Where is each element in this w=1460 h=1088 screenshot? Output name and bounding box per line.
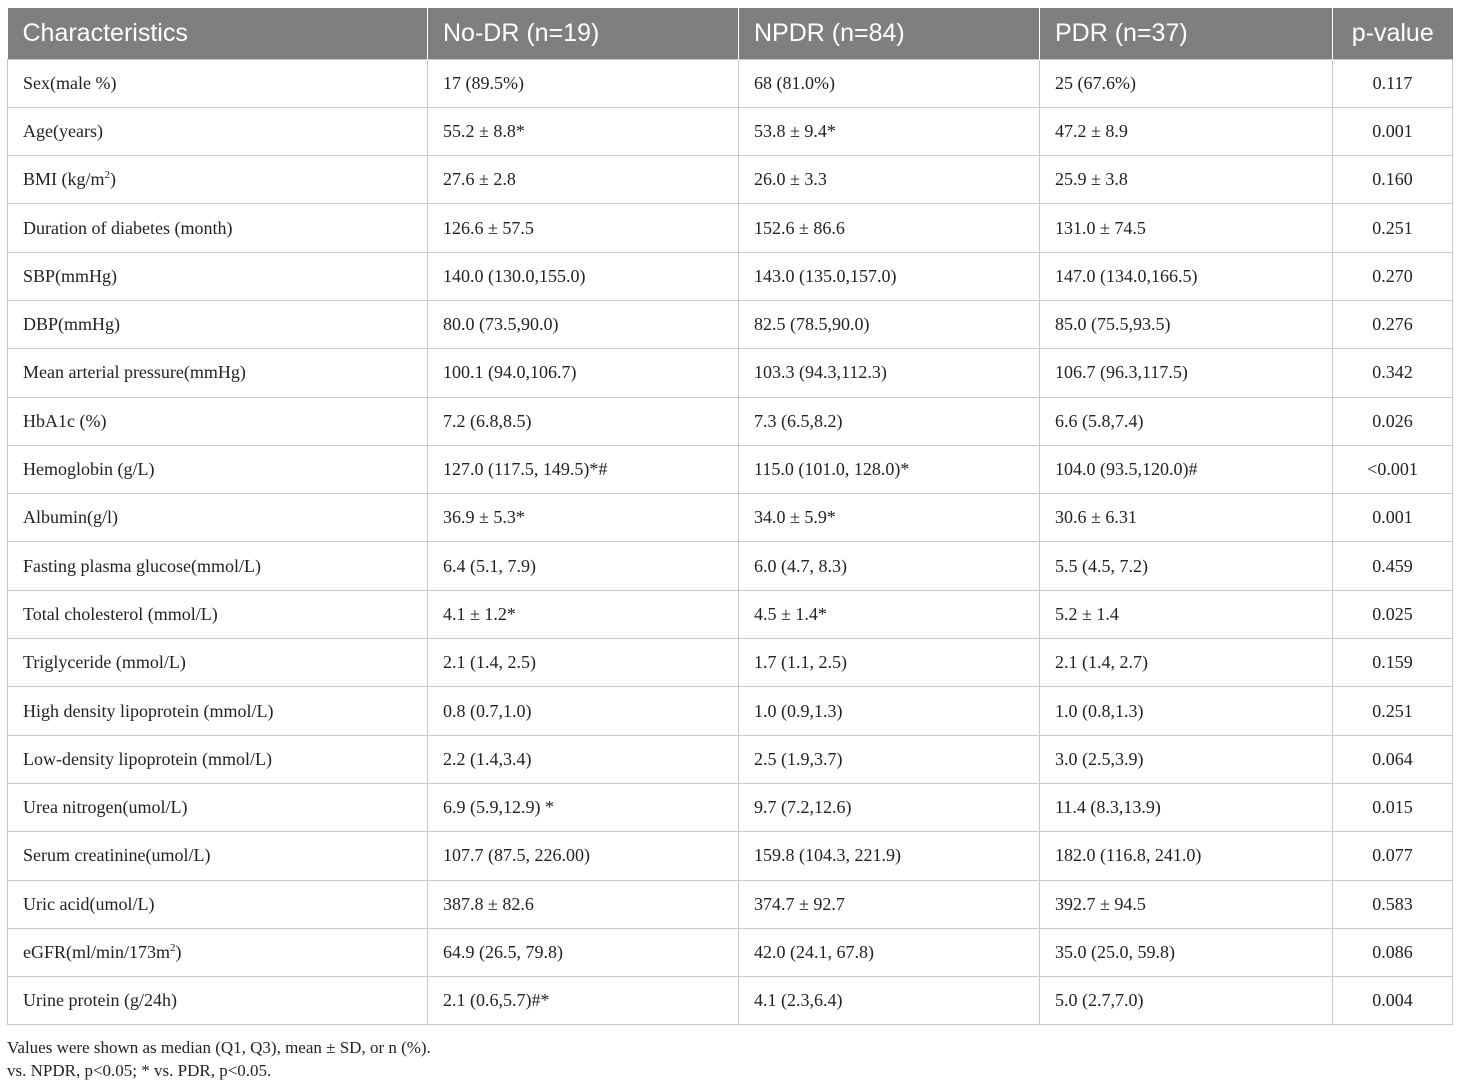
row-label <box>8 445 428 493</box>
row-label-text: Urine protein (g/24h) <box>23 990 177 1011</box>
cell-no-dr: 140.0 (130.0,155.0) <box>428 252 739 300</box>
cell-no-dr: 387.8 ± 82.6 <box>428 880 739 928</box>
cell-pdr: 2.1 (1.4, 2.7) <box>1040 639 1333 687</box>
row-label-superscript: 2 <box>170 941 176 954</box>
data-table-container <box>7 8 1452 1025</box>
cell-pdr: 35.0 (25.0, 59.8) <box>1040 928 1333 976</box>
table-row <box>8 156 1453 204</box>
table-row <box>8 639 1453 687</box>
header-npdr: NPDR (n=84) <box>739 8 1040 59</box>
cell-no-dr: 80.0 (73.5,90.0) <box>428 300 739 348</box>
cell-no-dr: 4.1 ± 1.2* <box>428 590 739 638</box>
cell-no-dr: 100.1 (94.0,106.7) <box>428 349 739 397</box>
cell-pdr: 5.5 (4.5, 7.2) <box>1040 542 1333 590</box>
cell-p-value: 0.342 <box>1333 349 1453 397</box>
table-row <box>8 687 1453 735</box>
cell-no-dr: 17 (89.5%) <box>428 59 739 107</box>
cell-p-value: 0.001 <box>1333 494 1453 542</box>
cell-npdr: 53.8 ± 9.4* <box>739 107 1040 155</box>
table-row <box>8 397 1453 445</box>
row-label <box>8 107 428 155</box>
row-label-text: DBP(mmHg) <box>23 314 121 335</box>
cell-p-value: 0.077 <box>1333 832 1453 880</box>
row-label <box>8 300 428 348</box>
header-characteristics: Characteristics <box>8 8 428 59</box>
row-label-text: High density lipoprotein (mmol/L) <box>23 700 274 721</box>
footnote-significance: vs. NPDR, p<0.05; * vs. PDR, p<0.05. <box>7 1061 272 1080</box>
cell-p-value: 0.001 <box>1333 107 1453 155</box>
cell-p-value: 0.015 <box>1333 783 1453 831</box>
table-row <box>8 59 1453 107</box>
row-label-text: Triglyceride (mmol/L) <box>23 652 186 673</box>
row-label-text: BMI (kg/m <box>23 169 105 190</box>
cell-npdr: 115.0 (101.0, 128.0)* <box>739 445 1040 493</box>
cell-npdr: 6.0 (4.7, 8.3) <box>739 542 1040 590</box>
cell-no-dr: 6.9 (5.9,12.9) * <box>428 783 739 831</box>
cell-pdr: 85.0 (75.5,93.5) <box>1040 300 1333 348</box>
row-label-suffix: ) <box>110 169 117 190</box>
cell-npdr: 152.6 ± 86.6 <box>739 204 1040 252</box>
cell-p-value: 0.251 <box>1333 204 1453 252</box>
row-label-text: eGFR(ml/min/173m <box>23 941 171 962</box>
row-label-superscript: 2 <box>104 169 111 182</box>
cell-pdr: 131.0 ± 74.5 <box>1040 204 1333 252</box>
table-row <box>8 349 1453 397</box>
cell-pdr: 1.0 (0.8,1.3) <box>1040 687 1333 735</box>
cell-p-value: 0.276 <box>1333 300 1453 348</box>
cell-p-value: 0.064 <box>1333 735 1453 783</box>
table-row <box>8 445 1453 493</box>
cell-npdr: 9.7 (7.2,12.6) <box>739 783 1040 831</box>
cell-pdr: 147.0 (134.0,166.5) <box>1040 252 1333 300</box>
cell-p-value: 0.459 <box>1333 542 1453 590</box>
table-body <box>8 59 1453 1025</box>
cell-no-dr: 2.2 (1.4,3.4) <box>428 735 739 783</box>
cell-no-dr: 107.7 (87.5, 226.00) <box>428 832 739 880</box>
cell-no-dr: 0.8 (0.7,1.0) <box>428 687 739 735</box>
row-label-text: HbA1c (%) <box>23 410 107 431</box>
table-header <box>8 8 1453 59</box>
table-row <box>8 832 1453 880</box>
table-row <box>8 494 1453 542</box>
cell-p-value: 0.583 <box>1333 880 1453 928</box>
cell-npdr: 2.5 (1.9,3.7) <box>739 735 1040 783</box>
table-row <box>8 977 1453 1025</box>
cell-npdr: 1.7 (1.1, 2.5) <box>739 639 1040 687</box>
row-label <box>8 880 428 928</box>
cell-npdr: 1.0 (0.9,1.3) <box>739 687 1040 735</box>
cell-pdr: 392.7 ± 94.5 <box>1040 880 1333 928</box>
row-label-text: Uric acid(umol/L) <box>23 893 155 914</box>
cell-pdr: 5.0 (2.7,7.0) <box>1040 977 1333 1025</box>
cell-p-value: 0.026 <box>1333 397 1453 445</box>
cell-p-value: 0.117 <box>1333 59 1453 107</box>
row-label <box>8 252 428 300</box>
table-row <box>8 783 1453 831</box>
table-row <box>8 735 1453 783</box>
cell-p-value: 0.025 <box>1333 590 1453 638</box>
cell-pdr: 11.4 (8.3,13.9) <box>1040 783 1333 831</box>
cell-p-value: 0.251 <box>1333 687 1453 735</box>
row-label-text: Mean arterial pressure(mmHg) <box>23 362 246 383</box>
header-p-value: p-value <box>1333 8 1453 59</box>
row-label-text: Fasting plasma glucose(mmol/L) <box>23 555 261 576</box>
row-label <box>8 735 428 783</box>
cell-pdr: 3.0 (2.5,3.9) <box>1040 735 1333 783</box>
row-label-text: Serum creatinine(umol/L) <box>23 845 211 866</box>
cell-pdr: 47.2 ± 8.9 <box>1040 107 1333 155</box>
header-row <box>8 8 1453 59</box>
row-label <box>8 349 428 397</box>
table-row <box>8 252 1453 300</box>
cell-npdr: 4.1 (2.3,6.4) <box>739 977 1040 1025</box>
row-label-text: Age(years) <box>23 120 103 141</box>
cell-no-dr: 36.9 ± 5.3* <box>428 494 739 542</box>
cell-pdr: 25.9 ± 3.8 <box>1040 156 1333 204</box>
cell-no-dr: 64.9 (26.5, 79.8) <box>428 928 739 976</box>
cell-npdr: 4.5 ± 1.4* <box>739 590 1040 638</box>
cell-no-dr: 7.2 (6.8,8.5) <box>428 397 739 445</box>
row-label <box>8 590 428 638</box>
table-row <box>8 928 1453 976</box>
cell-pdr: 106.7 (96.3,117.5) <box>1040 349 1333 397</box>
characteristics-table <box>7 8 1453 1025</box>
cell-no-dr: 6.4 (5.1, 7.9) <box>428 542 739 590</box>
row-label-text: Duration of diabetes (month) <box>23 217 233 238</box>
cell-pdr: 104.0 (93.5,120.0)# <box>1040 445 1333 493</box>
row-label-text: Total cholesterol (mmol/L) <box>23 603 218 624</box>
row-label <box>8 494 428 542</box>
row-label <box>8 542 428 590</box>
row-label <box>8 204 428 252</box>
table-row <box>8 300 1453 348</box>
cell-p-value: 0.270 <box>1333 252 1453 300</box>
row-label-text: SBP(mmHg) <box>23 265 118 286</box>
cell-no-dr: 127.0 (117.5, 149.5)*# <box>428 445 739 493</box>
cell-pdr: 182.0 (116.8, 241.0) <box>1040 832 1333 880</box>
cell-npdr: 26.0 ± 3.3 <box>739 156 1040 204</box>
cell-npdr: 42.0 (24.1, 67.8) <box>739 928 1040 976</box>
cell-p-value: 0.160 <box>1333 156 1453 204</box>
row-label <box>8 639 428 687</box>
table-row <box>8 880 1453 928</box>
row-label <box>8 397 428 445</box>
cell-no-dr: 55.2 ± 8.8* <box>428 107 739 155</box>
row-label-text: Albumin(g/l) <box>23 507 118 528</box>
cell-pdr: 6.6 (5.8,7.4) <box>1040 397 1333 445</box>
row-label <box>8 928 428 976</box>
row-label-suffix: ) <box>175 941 182 962</box>
row-label-text: Urea nitrogen(umol/L) <box>23 797 188 818</box>
table-row <box>8 590 1453 638</box>
header-no-dr: No-DR (n=19) <box>428 8 739 59</box>
cell-p-value: <0.001 <box>1333 445 1453 493</box>
row-label-text: Sex(male %) <box>23 72 117 93</box>
table-footnotes <box>7 1036 431 1082</box>
row-label <box>8 59 428 107</box>
cell-p-value: 0.159 <box>1333 639 1453 687</box>
row-label-text: Hemoglobin (g/L) <box>23 459 155 480</box>
row-label <box>8 832 428 880</box>
cell-no-dr: 2.1 (1.4, 2.5) <box>428 639 739 687</box>
cell-npdr: 103.3 (94.3,112.3) <box>739 349 1040 397</box>
cell-no-dr: 27.6 ± 2.8 <box>428 156 739 204</box>
table-row <box>8 204 1453 252</box>
row-label <box>8 156 428 204</box>
header-pdr: PDR (n=37) <box>1040 8 1333 59</box>
cell-pdr: 5.2 ± 1.4 <box>1040 590 1333 638</box>
row-label <box>8 977 428 1025</box>
cell-npdr: 374.7 ± 92.7 <box>739 880 1040 928</box>
cell-no-dr: 2.1 (0.6,5.7)#* <box>428 977 739 1025</box>
cell-pdr: 25 (67.6%) <box>1040 59 1333 107</box>
cell-p-value: 0.086 <box>1333 928 1453 976</box>
table-row <box>8 542 1453 590</box>
table-row <box>8 107 1453 155</box>
row-label-text: Low-density lipoprotein (mmol/L) <box>23 748 272 769</box>
footnote-values: Values were shown as median (Q1, Q3), mean ± SD, or n (%). <box>7 1038 431 1057</box>
cell-p-value: 0.004 <box>1333 977 1453 1025</box>
row-label <box>8 687 428 735</box>
cell-npdr: 68 (81.0%) <box>739 59 1040 107</box>
cell-npdr: 159.8 (104.3, 221.9) <box>739 832 1040 880</box>
cell-npdr: 82.5 (78.5,90.0) <box>739 300 1040 348</box>
cell-npdr: 7.3 (6.5,8.2) <box>739 397 1040 445</box>
cell-npdr: 143.0 (135.0,157.0) <box>739 252 1040 300</box>
cell-pdr: 30.6 ± 6.31 <box>1040 494 1333 542</box>
row-label <box>8 783 428 831</box>
cell-no-dr: 126.6 ± 57.5 <box>428 204 739 252</box>
cell-npdr: 34.0 ± 5.9* <box>739 494 1040 542</box>
